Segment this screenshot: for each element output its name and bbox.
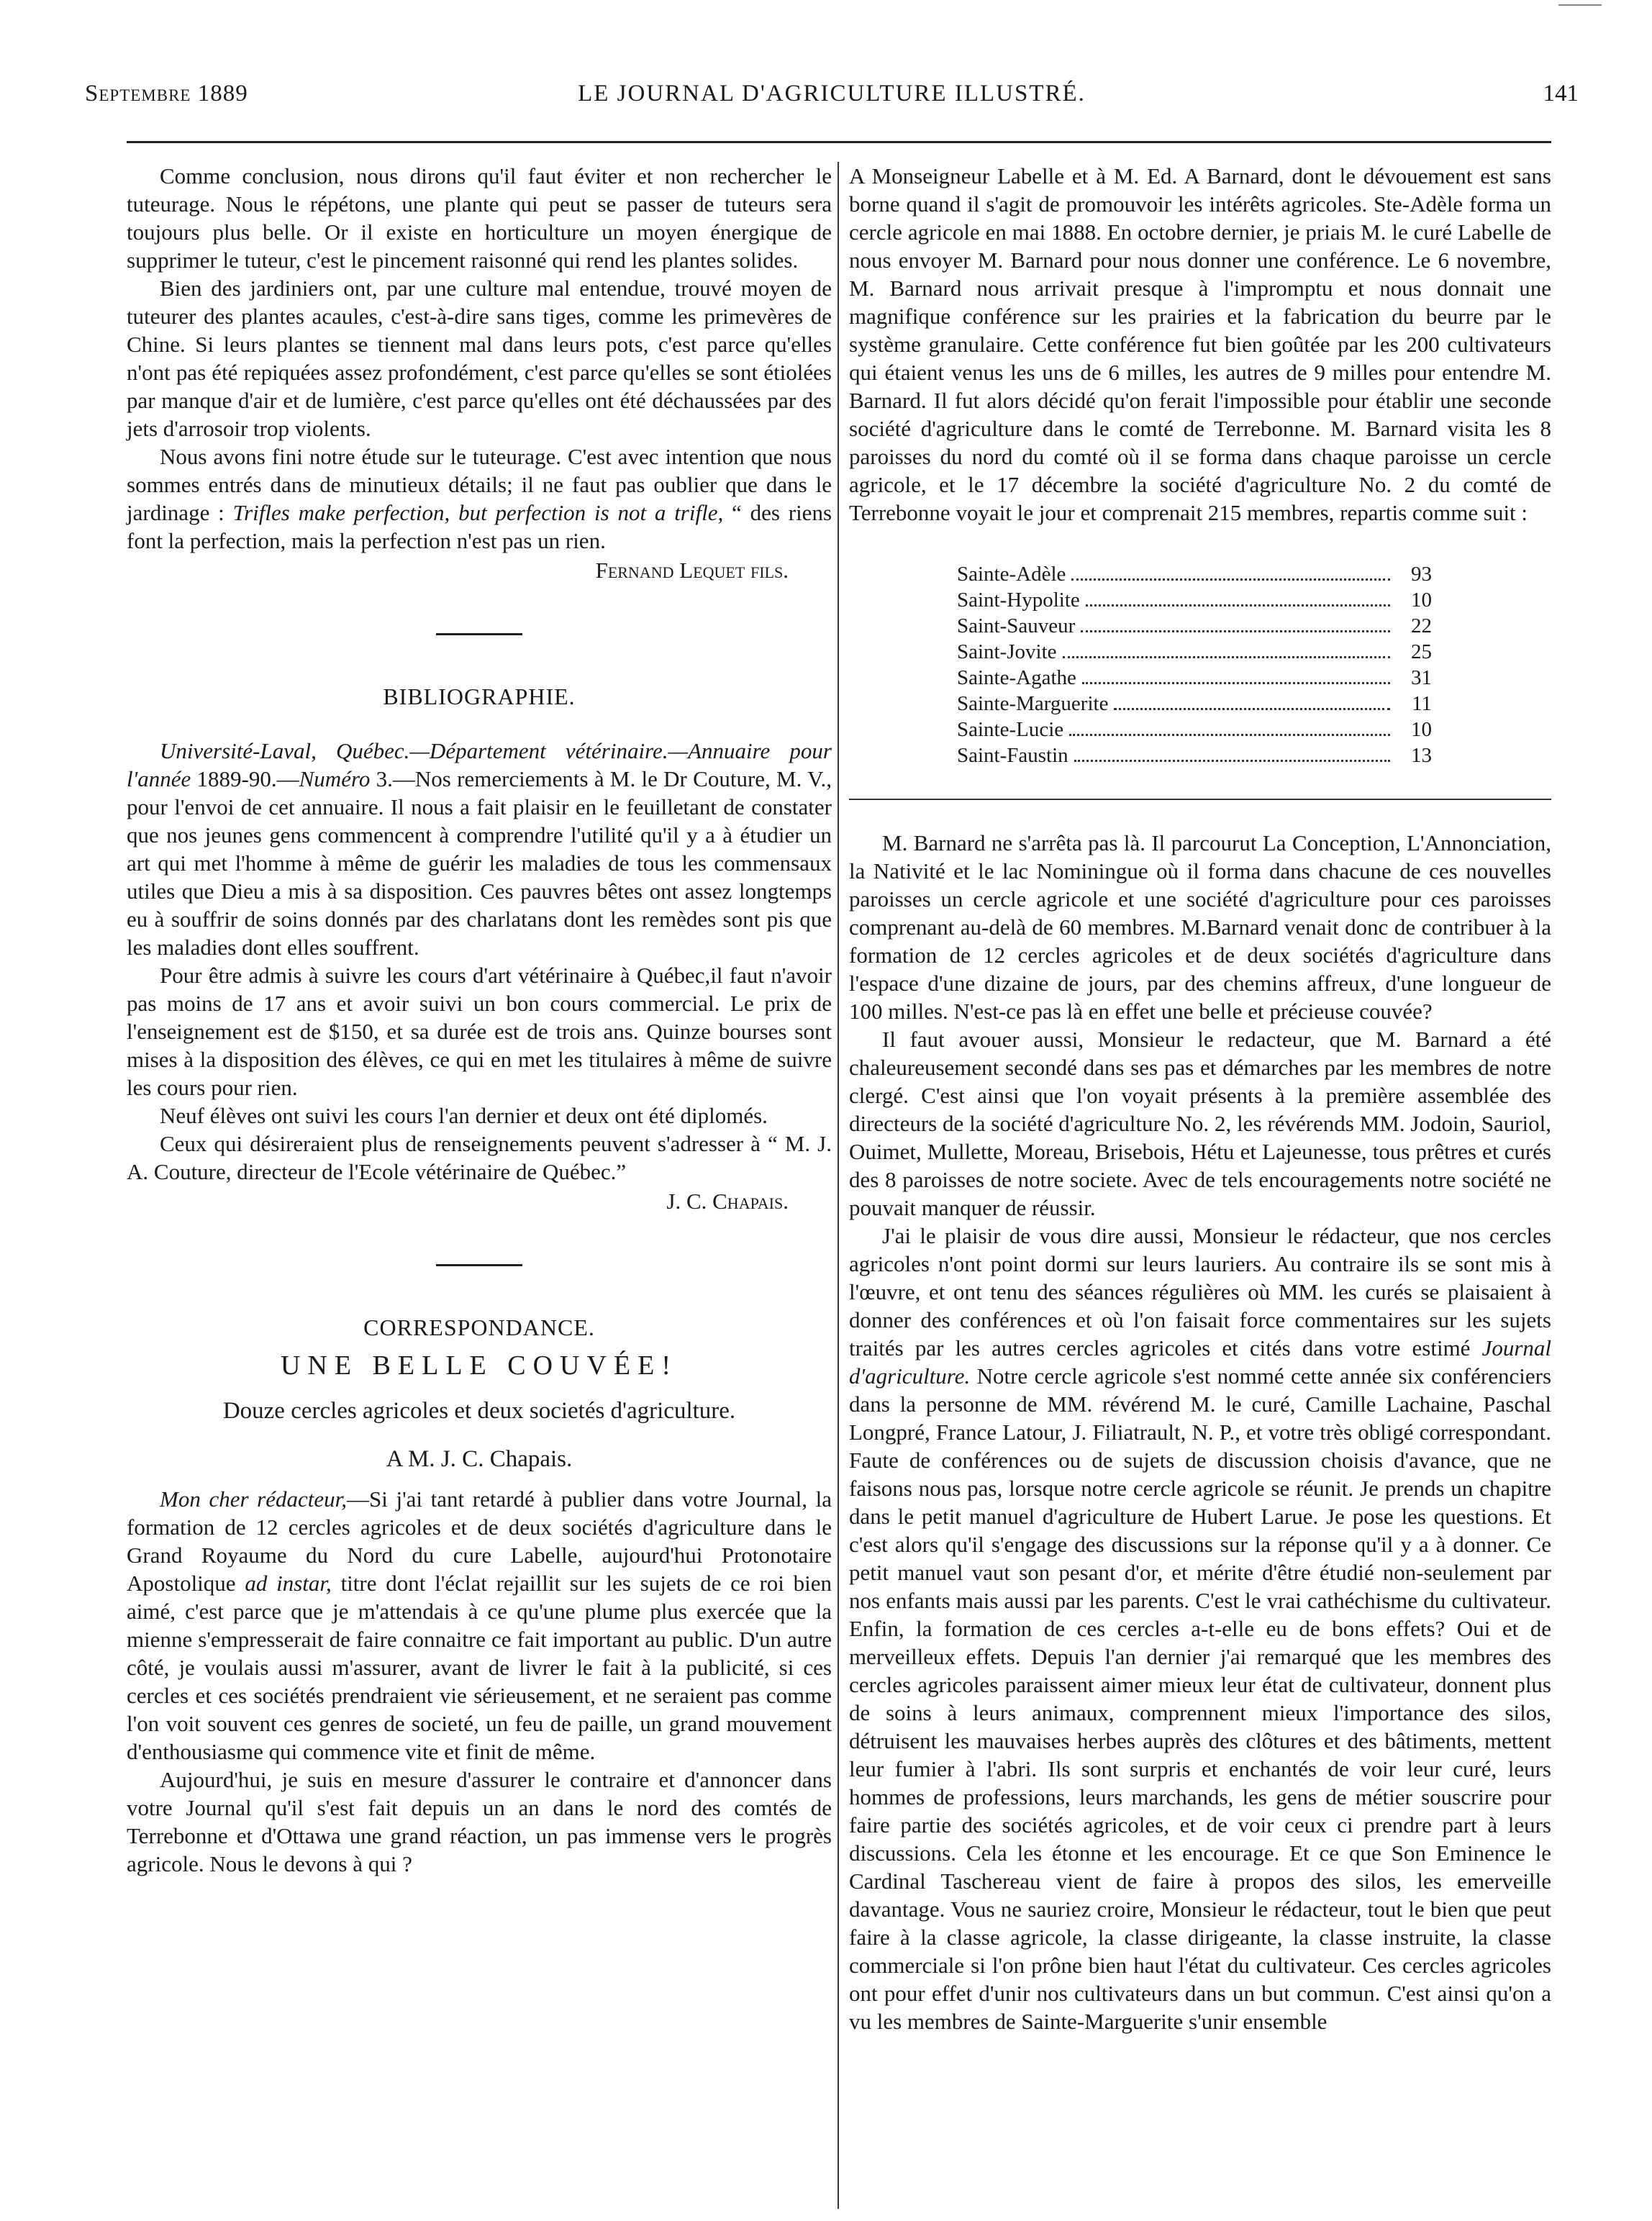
paragraph: M. Barnard ne s'arrêta pas là. Il parcourut La Conception, L'Annonciation, la Nativité et le lac Nominingue où il forma dans chacune de ces nouvelles paroisses un cercle agricole et une société d'agriculture pour ces paroisses comprenant au-delà de 60 membres. M.Barnard venait donc de contribuer à la formation de 12 cercles agricoles et de deux sociétés d'agriculture dans l'espace d'une dizaine de jours, par des chemins affreux, d'une longueur de 100 milles. N'est-ce pas là en effet une belle et précieuse couvée? [849, 830, 1551, 1024]
parish-row [957, 587, 1432, 613]
text-run: Nous avons fini notre étude sur le tuteurage. C'est avec intention que nous sommes entrés dans de minutieux détails; il ne faut pas oublier que dans le jardinage : [127, 444, 832, 525]
paragraph: Aujourd'hui, je suis en mesure d'assurer le contraire et d'annoncer dans votre Journal qu'il s'est fait depuis un an dans le nord des comtés de Terrebonne et d'Ottawa une grand réaction, un pas immense vers le progrès agricole. Nous le devons à qui ? [127, 1767, 832, 1876]
text-run: titre dont l'éclat rejaillit sur les sujets de ce roi bien aimé, c'est parce que je m'attendais à ce qu'une plume plus exercée que la mienne s'empresserait de faire connaitre ce fait important au public. D'un autre côté, je voulais aussi m'assurer, avant de livrer le fait à la publicité, si ces cercles et ces sociétés prendraient vie sérieusement, et ne seraient pas comme l'on voit souvent ces genres de societé, un feu de paille, un grand mouvement d'enthousiasme qui commence vite et finit de même. [127, 1571, 832, 1764]
parish-count: 22 [1411, 614, 1432, 637]
signature: Fernand Lequet fils. [595, 558, 789, 583]
paragraph: Comme conclusion, nous dirons qu'il faut éviter et non rechercher le tuteurage. Nous le répétons, une plante qui peut se passer de tuteurs sera toujours plus belle. Or il existe en horticulture un moyen énergique de supprimer le tuteur, c'est le pincement raisonné qui rend les plantes solides. [127, 163, 832, 273]
paragraph [849, 1222, 1551, 2035]
parish-row [957, 561, 1432, 587]
text-run: —Si j'ai tant retardé à publier dans votre Journal, la formation de 12 cercles agricoles et de deux sociétés d'agriculture dans le Grand Royaume du Nord du cure Labelle, aujourd'hui Protonotaire Apostolique [127, 1486, 832, 1596]
section-title: CORRESPONDANCE. [363, 1314, 595, 1340]
leader-dots [1081, 630, 1390, 632]
leader-dots [1114, 708, 1390, 710]
parish-name: Saint-Hypolite [957, 589, 1080, 612]
text-run: “ des riens font la perfection, mais la perfection n'est pas un rien. [127, 500, 832, 553]
leader-dots [1071, 578, 1390, 581]
paragraph: Neuf élèves ont suivi les cours l'an dernier et deux ont été diplomés. [160, 1103, 768, 1128]
section-rule [436, 633, 522, 635]
leader-dots [1086, 604, 1390, 607]
subtitle: Douze cercles agricoles et deux societés d'agriculture. [222, 1398, 736, 1424]
paragraph [127, 1485, 832, 1766]
addressee: A M. J. C. Chapais. [386, 1446, 573, 1472]
text-run: Notre cercle agricole s'est nommé cette année six conférenciers dans la personne de MM. révérend M. le curé, Camille Lachaine, Paschal Longpré, France Latour, J. Filiatrault, N. P., et votre très obligé correspondant. Faute de conférences ou de sujets de discussion choisis d'avance, que ne faisons nous pas, lorsque notre cercle agricole se réunit. Je prends un chapitre dans le petit manuel d'agriculture de Hubert Larue. Je pose les questions. Et c'est alors qu'il s'engage des discussions sur la réponse qu'il y a à donner. Ce petit manuel vaut son pesant d'or, et mérite d'être étudié non-seulement par nos enfants mais aussi par les parents. C'est le vrai cathéchisme du cultivateur. Enfin, la formation de ces cercles a-t-elle eu de bons effets? Oui et de merveilleux effets. Depuis l'an dernier j'ai remarqué que les membres des cercles agricoles paraissent aimer mieux leur état de cultivateur, donnent plus de soins à leurs animaux, comprennent mieux l'importance des silos, détruisent les mauvaises herbes auprès des clôtures et des bâtiments, mettent leur fumier à l'abri. Ils sont surpris et enchantés de voir leur curé, leurs hommes de professions, leurs marchands, les gens de métier souscrire pour faire partie des sociétés agricoles, et de voir ceux ci prendre part à leurs discussions. Cela les étonne et les encourage. Et ce que Son Eminence le Cardinal Taschereau vient de faire à propos des silos, les emerveille davantage. Vous ne sauriez croire, Monsieur le rédacteur, tout le bien que peut faire à la classe agricole, la classe dirigeante, la classe instruite, la classe commerciale si l'on prône bien haut l'état du cultivateur. Ces cercles agricoles ont pour effet d'unir nos cultivateurs dans un but commun. C'est ainsi qu'on a vu les membres de Sainte-Marguerite s'unir ensemble [849, 1363, 1552, 2034]
parish-name: Saint-Jovite [957, 640, 1057, 663]
parish-count: 31 [1411, 666, 1432, 689]
header-rule [127, 141, 1551, 143]
italic-phrase: ad instar, [245, 1571, 332, 1596]
correspondance-section [127, 1314, 832, 1878]
parish-name: Sainte-Agathe [957, 666, 1076, 689]
parish-row [957, 639, 1432, 665]
parish-name: Sainte-Lucie [957, 718, 1064, 741]
paragraph: Pour être admis à suivre les cours d'art vétérinaire à Québec,il faut n'avoir pas moins de 17 ans et avoir suivi un bon cours commercial. Le prix de l'enseignement est de $150, et sa durée est de trois ans. Quinze bourses sont mises à la disposition des élèves, ce qui en met les titulaires à même de suivre les cours pour rien. [127, 963, 832, 1100]
section-rule [436, 1264, 522, 1266]
headline: UNE BELLE COUVÉE! [280, 1350, 678, 1381]
parish-name: Saint-Sauveur [957, 614, 1076, 637]
tuteurage-article [127, 162, 832, 584]
parish-count: 10 [1411, 718, 1432, 741]
text-run: 1889-90.— [196, 766, 299, 791]
section-title: BIBLIOGRAPHIE. [383, 683, 576, 709]
salutation: Mon cher rédacteur, [160, 1486, 347, 1512]
column-divider [838, 162, 839, 2209]
paragraph: Ceux qui désireraient plus de renseignements peuvent s'adresser à “ M. J. A. Couture, directeur de l'Ecole vétérinaire de Québec.” [127, 1131, 832, 1184]
section-rule [849, 799, 1551, 800]
text-run: Numéro [299, 766, 371, 791]
signature: J. C. Chapais. [666, 1189, 789, 1214]
parish-table [957, 561, 1432, 768]
right-column [849, 162, 1551, 2035]
left-column [127, 162, 832, 1878]
paragraph: Bien des jardiniers ont, par une culture mal entendue, trouvé moyen de tuteurer des plantes acaules, c'est-à-dire sans tiges, comme les primevères de Chine. Si leurs plantes se tiennent mal dans leurs pots, c'est parce qu'elles n'ont pas été repiquées assez profondément, c'est parce qu'elles se sont étiolées par manque d'air et de lumière, c'est parce qu'elles ont été déchaussées par des jets d'arrosoir trop violents. [127, 276, 832, 441]
parish-count: 25 [1411, 640, 1432, 663]
parish-row [957, 613, 1432, 639]
parish-count: 10 [1411, 589, 1432, 612]
parish-count: 11 [1412, 692, 1432, 715]
parish-count: 93 [1411, 563, 1432, 586]
paragraph [127, 442, 832, 555]
english-quote: Trifles make perfection, but perfection is not a trifle, [232, 500, 724, 525]
parish-name: Sainte-Adèle [957, 563, 1066, 586]
bibliographie-section [127, 683, 832, 1215]
header-date: Septembre 1889 [85, 81, 248, 106]
parish-name: Sainte-Marguerite [957, 692, 1109, 715]
page-header [85, 72, 1579, 115]
journal-title: LE JOURNAL D'AGRICULTURE ILLUSTRÉ. [578, 81, 1086, 106]
parish-row [957, 742, 1432, 768]
page-number: 141 [1543, 81, 1579, 106]
parish-name: Saint-Faustin [957, 744, 1068, 767]
corner-mark [1558, 4, 1602, 6]
paragraph: Il faut avouer aussi, Monsieur le redacteur, que M. Barnard a été chaleureusement secondé dans ses pas et démarches par les membres de notre clergé. C'est ainsi que l'on voyait présents à la première assemblée des directeurs de la société d'agriculture No. 2, les révérends MM. Jodoin, Sauriol, Ouimet, Mullette, Moreau, Brisebois, Hétu et Lajeunesse, tous prêtres et curés des 8 paroisses de notre societe. Avec de tels encouragements notre société ne pouvait manquer de réussir. [849, 1027, 1551, 1220]
text-run: 3.—Nos remerciements à M. le Dr Couture, M. V., pour l'envoi de cet annuaire. Il nous a fait plaisir en le feuilletant de constater que nos jeunes gens commencent à comprendre l'utilité qu'il y a à étudier un art qui met l'homme à même de guérir les maladies de tous les commensaux utiles que Dieu a mis à sa disposition. Ces pauvres bêtes ont assez longtemps eu à souffrir de soins donnés par des charlatans dont les remèdes sont pis que les maladies dont elles souffrent. [127, 766, 832, 960]
text-run: J'ai le plaisir de vous dire aussi, Monsieur le rédacteur, que nos cercles agricoles n'ont point dormi sur leurs lauriers. Au contraire ils se sont mis à l'œuvre, et ont tenu des séances régulières où MM. les curés se plaisaient à donner des conférences et où l'on faisait force commentaires sur les sujets traités par les autres cercles agricoles et cités dans votre estimé [849, 1223, 1551, 1361]
leader-dots [1069, 734, 1390, 736]
reference-title: Université-Laval, Québec.—Département vétérinaire.—Annuaire pour l'année [127, 738, 832, 791]
parish-count: 13 [1411, 744, 1432, 767]
parish-row [957, 665, 1432, 691]
italic-phrase: Journal d'agriculture. [849, 1335, 1551, 1389]
leader-dots [1074, 760, 1390, 762]
paragraph: A Monseigneur Labelle et à M. Ed. A Barnard, dont le dévouement est sans borne quand il s'agit de promouvoir les intérêts agricoles. Ste-Adèle forma un cercle agricole en mai 1888. En octobre dernier, je priais M. le curé Labelle de nous envoyer M. Barnard pour nous donner une conférence. Le 6 novembre, M. Barnard nous arrivait presque à l'impromptu et nous donnait une magnifique conférence sur les prairies et la fabrication du beurre par le système granulaire. Cette conférence fut bien goûtée par les 200 cultivateurs qui étaient venus les uns de 6 milles, les autres de 9 milles pour entendre M. Barnard. Il fut alors décidé qu'on ferait l'impossible pour établir une seconde société d'agriculture dans le comté de Terrebonne. M. Barnard visita les 8 paroisses du nord du comté où il se forma dans chaque paroisse un cercle agricole, et le 17 décembre la société d'agriculture No. 2 du comté de Terrebonne voyait le jour et comprenait 215 membres, repartis comme suit : [849, 163, 1551, 525]
parish-row [957, 717, 1432, 742]
leader-dots [1082, 682, 1390, 684]
paragraph [127, 737, 832, 961]
parish-row [957, 691, 1432, 717]
leader-dots [1063, 656, 1390, 658]
